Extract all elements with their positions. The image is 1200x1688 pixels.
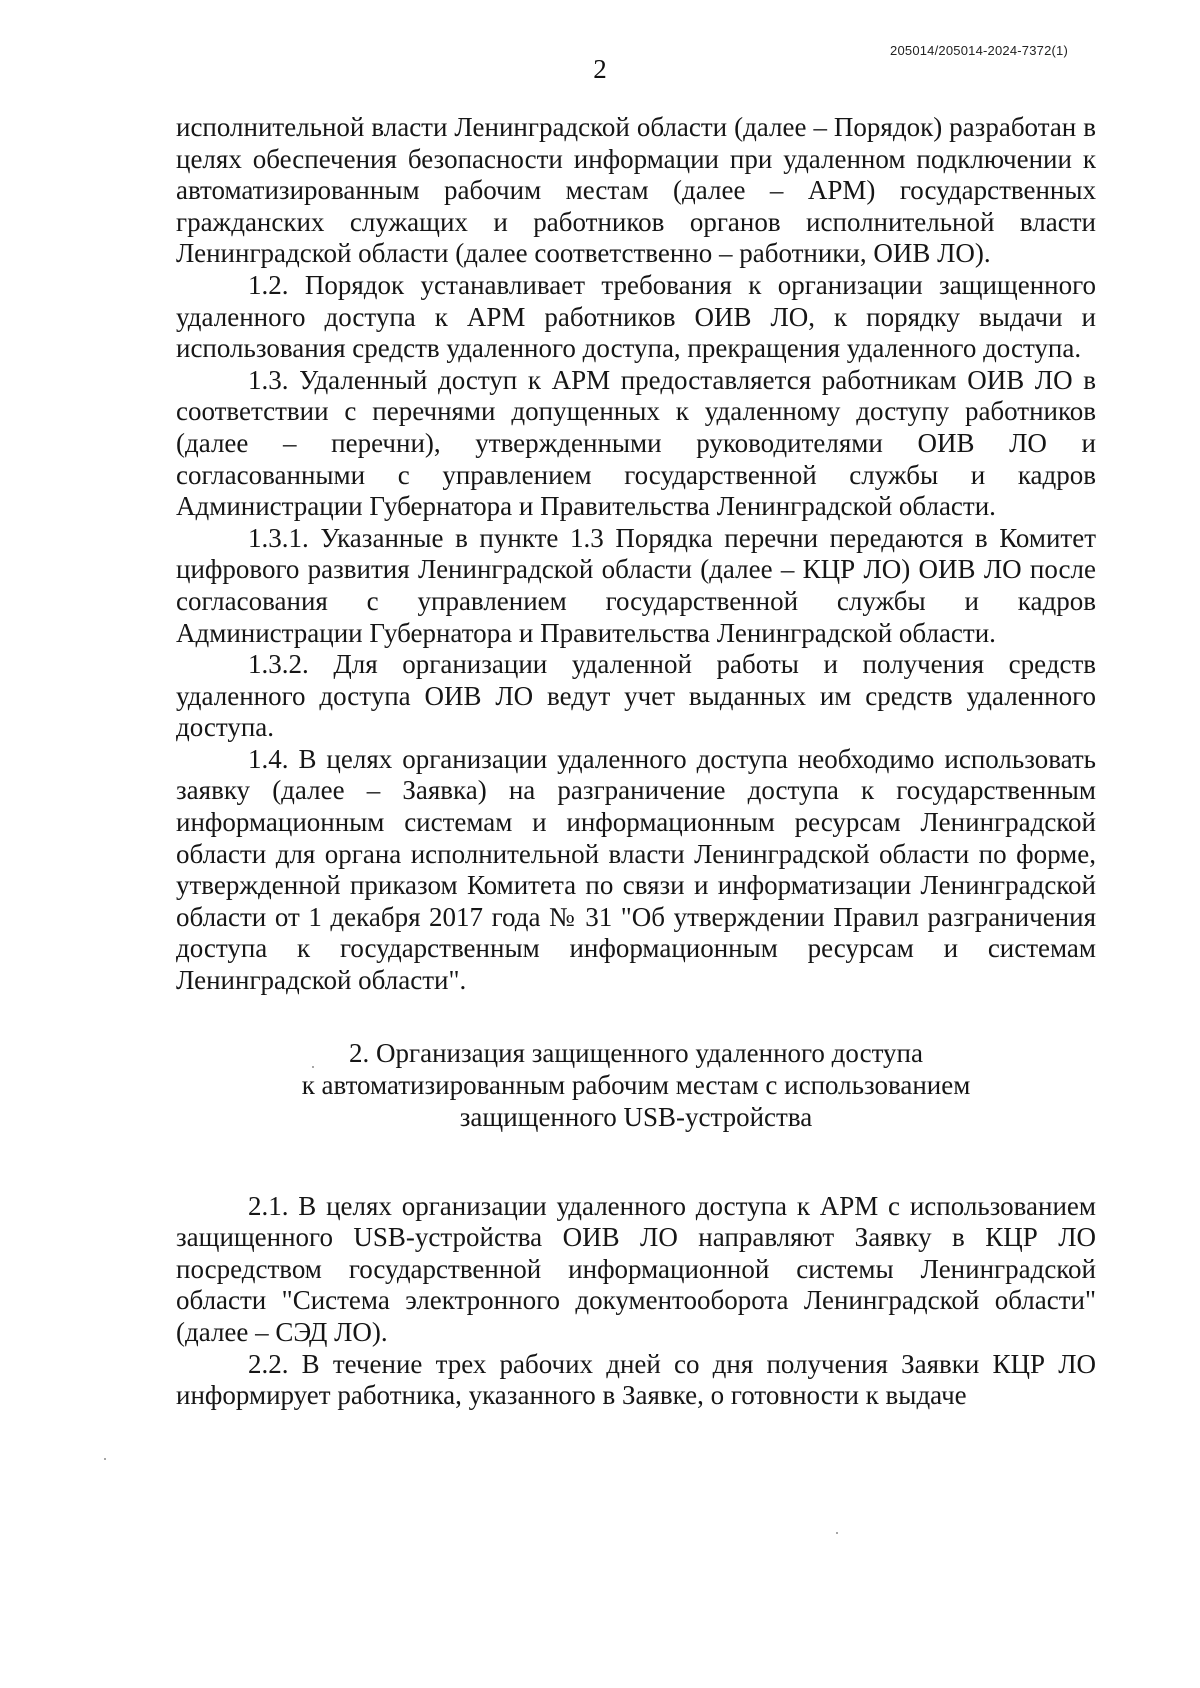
section-2-heading [176, 1037, 1096, 1133]
page-number: 2 [593, 54, 607, 84]
heading-spacer [176, 1133, 1096, 1191]
section-heading-line-3: защищенного USB-устройства [459, 1101, 813, 1132]
paragraph-1-3-1: 1.3.1. Указанные в пункте 1.3 Порядка перечни передаются в Комитет цифрового развития Ленинградской области (далее – КЦР ЛО) ОИВ ЛО после согласования с управлением государственной службы и кадров Администрации Губернатора и Правительства Ленинградской области. [176, 522, 1096, 648]
document-body [176, 112, 1096, 1412]
section-heading-line-1: 2. Организация защищенного удаленного доступа [349, 1037, 923, 1068]
paragraph-2-1: 2.1. В целях организации удаленного доступа к АРМ с использованием защищенного USB-устройства ОИВ ЛО направляют Заявку в КЦР ЛО посредством государственной информационной системы Ленинградской области "Система электронного документооборота Ленинградской области" (далее – СЭД ЛО). [176, 1190, 1096, 1347]
paragraph-2-2: 2.2. В течение трех рабочих дней со дня получения Заявки КЦР ЛО информирует работника, указанного в Заявке, о готовности к выдаче [176, 1348, 1096, 1411]
paragraph-1-3-2: 1.3.2. Для организации удаленной работы и получения средств удаленного доступа ОИВ ЛО ведут учет выданных им средств удаленного доступа. [176, 649, 1096, 743]
paragraph-1-4: 1.4. В целях организации удаленного доступа необходимо использовать заявку (далее – Заявка) на разграничение доступа к государственным информационным системам и информационным ресурсам Ленинградской области для органа исполнительной власти Ленинградской области по форме, утвержденной приказом Комитета по связи и информатизации Ленинградской области от 1 декабря 2017 года № 31 "Об утверждении Правил разграничения доступа к государственным информационным ресурсам и системам Ленинградской области". [176, 743, 1096, 996]
section-heading-line-2: к автоматизированным рабочим местам с использованием [301, 1069, 971, 1100]
scan-speck [104, 1458, 106, 1460]
scan-speck [312, 1066, 314, 1068]
paragraph-1-2: 1.2. Порядок устанавливает требования к организации защищенного удаленного доступа к АРМ работников ОИВ ЛО, к порядку выдачи и использования средств удаленного доступа, прекращения удаленного доступа. [176, 269, 1096, 364]
document-id: 205014/205014-2024-7372(1) [890, 43, 1068, 58]
scan-speck [836, 1532, 838, 1534]
paragraph-1-3: 1.3. Удаленный доступ к АРМ предоставляется работникам ОИВ ЛО в соответствии с перечнями допущенных к удаленному доступу работников (далее – перечни), утвержденными руководителями ОИВ ЛО и согласованными с управлением государственной службы и кадров Администрации Губернатора и Правительства Ленинградской области. [176, 364, 1096, 522]
paragraph-continuation: исполнительной власти Ленинградской области (далее – Порядок) разработан в целях обеспечения безопасности информации при удаленном подключении к автоматизированным рабочим местам (далее – АРМ) государственных гражданских служащих и работников органов исполнительной власти Ленинградской области (далее соответственно – работники, ОИВ ЛО). [176, 112, 1096, 269]
